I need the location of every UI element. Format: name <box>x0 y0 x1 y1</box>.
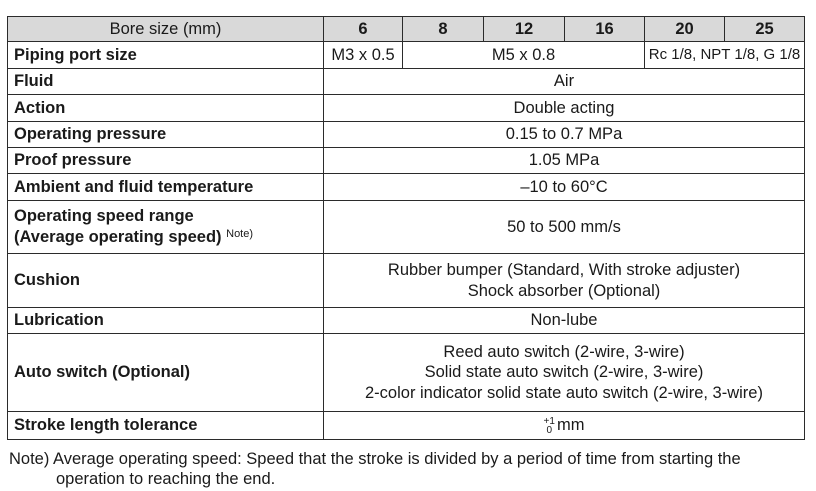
footnote <box>9 449 809 489</box>
footnote-prefix: Note) <box>9 450 50 468</box>
piping-port-value-small: M3 x 0.5 <box>324 42 403 69</box>
fluid-label: Fluid <box>8 69 324 95</box>
tolerance-stack <box>544 417 555 435</box>
lubrication-label: Lubrication <box>8 308 324 334</box>
piping-port-value-mid: M5 x 0.8 <box>403 42 645 69</box>
spec-table <box>7 16 805 440</box>
bore-25: 25 <box>725 17 805 42</box>
speed-label <box>8 201 324 254</box>
piping-port-value-large: Rc 1/8, NPT 1/8, G 1/8 <box>645 42 805 69</box>
proof-pressure-value: 1.05 MPa <box>324 148 805 174</box>
piping-port-label: Piping port size <box>8 42 324 69</box>
cushion-value <box>324 254 805 308</box>
speed-note-marker: Note) <box>226 228 254 240</box>
temperature-row <box>8 174 805 201</box>
cushion-line-1: Rubber bumper (Standard, With stroke adjuster) <box>387 260 741 279</box>
piping-port-row <box>8 42 805 69</box>
auto-switch-label: Auto switch (Optional) <box>8 334 324 412</box>
footnote-line-2: operation to reaching the end. <box>56 470 276 488</box>
bore-12: 12 <box>484 17 565 42</box>
tolerance-lower: 0 <box>546 424 553 436</box>
temperature-value: –10 to 60°C <box>324 174 805 201</box>
lubrication-value: Non-lube <box>324 308 805 334</box>
header-row <box>8 17 805 42</box>
auto-switch-line-2: Solid state auto switch (2-wire, 3-wire) <box>424 363 704 382</box>
stroke-tolerance-row <box>8 412 805 440</box>
auto-switch-line-1: Reed auto switch (2-wire, 3-wire) <box>443 342 685 361</box>
stroke-tolerance-value <box>324 412 805 440</box>
speed-label-line2: (Average operating speed) <box>14 228 222 246</box>
bore-16: 16 <box>565 17 645 42</box>
proof-pressure-row <box>8 148 805 174</box>
temperature-label: Ambient and fluid temperature <box>8 174 324 201</box>
fluid-row <box>8 69 805 95</box>
operating-pressure-row <box>8 122 805 148</box>
fluid-value: Air <box>324 69 805 95</box>
bore-8: 8 <box>403 17 484 42</box>
auto-switch-value <box>324 334 805 412</box>
stroke-tolerance-label: Stroke length tolerance <box>8 412 324 440</box>
operating-pressure-value: 0.15 to 0.7 MPa <box>324 122 805 148</box>
lubrication-row <box>8 308 805 334</box>
action-label: Action <box>8 95 324 122</box>
proof-pressure-label: Proof pressure <box>8 148 324 174</box>
action-row <box>8 95 805 122</box>
footnote-line-1: Average operating speed: Speed that the stroke is divided by a period of time from starting the <box>53 450 741 468</box>
speed-row <box>8 201 805 254</box>
operating-pressure-label: Operating pressure <box>8 122 324 148</box>
auto-switch-line-3: 2-color indicator solid state auto switch (2-wire, 3-wire) <box>365 383 763 402</box>
bore-6: 6 <box>324 17 403 42</box>
speed-value: 50 to 500 mm/s <box>324 201 805 254</box>
tolerance-upper: +1 <box>543 415 555 427</box>
tolerance-unit: mm <box>556 416 585 435</box>
cushion-label: Cushion <box>8 254 324 308</box>
cushion-line-2: Shock absorber (Optional) <box>467 281 661 300</box>
speed-label-line1: Operating speed range <box>14 207 194 226</box>
cushion-row <box>8 254 805 308</box>
bore-20: 20 <box>645 17 725 42</box>
auto-switch-row <box>8 334 805 412</box>
action-value: Double acting <box>324 95 805 122</box>
bore-size-header: Bore size (mm) <box>8 17 324 42</box>
